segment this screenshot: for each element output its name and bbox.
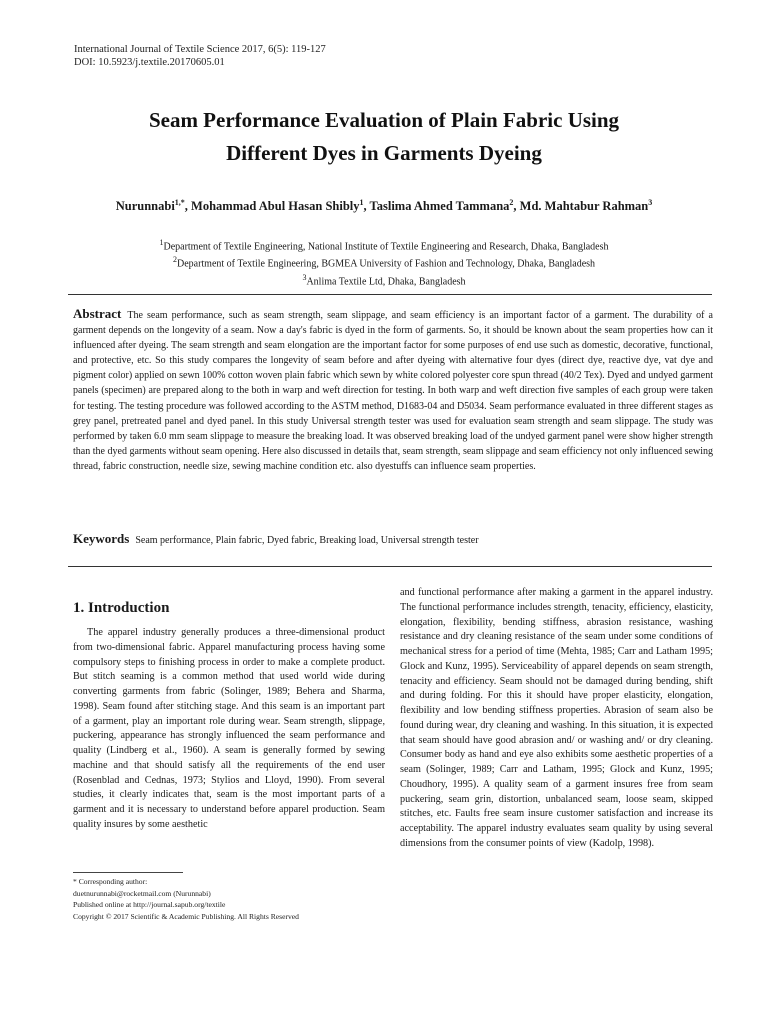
author-list: Nurunnabi$^{1,*}$, Mohammad Abul Hasan Shibly$^1$, Taslima Ahmed Tammana$^2$, Md. Mahtabur Rahman$^3$ [115, 198, 653, 214]
affiliation-text: Department of Textile Engineering, National Institute of Textile Engineering and Research, Dhaka, Bangladesh [163, 241, 609, 253]
affiliation-number: 3 [302, 272, 307, 282]
journal-header [74, 43, 326, 69]
doi-link[interactable]: DOI: 10.5923/j.textile.20170605.01 [74, 57, 225, 68]
keywords-label: Keywords [73, 531, 130, 546]
corresponding-author-note: * Corresponding author: [73, 877, 148, 886]
journal-citation: International Journal of Textile Science 2017, 6(5): 119-127 [74, 44, 326, 55]
affiliation-item [60, 236, 708, 253]
left-column [73, 598, 385, 833]
title-line-1: Seam Performance Evaluation of Plain Fabric Using [148, 108, 620, 132]
section-heading: 1. Introduction [73, 600, 170, 616]
author-name: Nurunnabi [115, 199, 175, 214]
abstract-text: The seam performance, such as seam strength, seam slippage, and seam efficiency is an important factor of a garment. The durability of a garment depends on the longevity of a seam. Now a day's fabric is dyed in the form of garments. So, it should be known about the seam properties how can it influenced after dyeing. The seam strength and seam elongation are the important factor for some purposes of end use such as domestic, decorative, functional, and protective, etc. So this study compares the longevity of seam before and after dyeing with alternative four dyes (direct dye, reactive dye, vat dye and pigment color) applied on sewn 100% cotton woven plain fabric which sewn by white colored polyester core spun thread (40/2 Tex). Dyed and undyed garment panels (specimen) are prepared along to the both in warp and weft direction for testing. In both warp and weft direction five samples of each group were taken for testing. The testing procedure was followed according to the ASTM method, D1683-04 and D5034. Seam performance evaluated in three different stages as grey panel, pretreated panel and dyed panel. In this study Universal strength tester was used for evaluation seam strength and seam slippage. The study was performed by taken 6.0 mm seam slippage to measure the breaking load. It was observed breaking load of the undyed garment panel were show higher strength than the dyed garments without seam opening. Here also discussed in details that, seam strength, seam slippage and seam efficiency not only influenced sewing thread, fabric construction, needle size, sewing machine condition etc. also dyestuffs can influence seam properties. [73, 310, 713, 472]
abstract-block [73, 306, 713, 474]
abstract-bottom-rule [68, 566, 712, 567]
author-name: Md. Mahtabur Rahman [519, 199, 649, 214]
affiliation-item [60, 253, 708, 270]
right-column [400, 586, 713, 852]
affiliation-number: 2 [172, 255, 177, 265]
affiliation-text: Anlima Textile Ltd, Dhaka, Bangladesh [306, 275, 466, 287]
corresponding-email[interactable]: duetnurunnabi@rocketmail.com (Nurunnabi) [73, 888, 211, 898]
author-name: Mohammad Abul Hasan Shibly [191, 199, 360, 214]
published-online-note[interactable]: Published online at http://journal.sapub.org/textile [73, 900, 226, 909]
author-affiliation-marker: 2 [509, 198, 514, 207]
intro-paragraph-right: and functional performance after making a garment in the apparel industry. The functional performance includes strength, tenacity, efficiency, elasticity, elongation, flexibility, bending stiffness, abrasion resistance, washing resistance and dry cleaning resistance of the seam under some conditions of mechanical stress for a period of time (Mehta, 1985; Carr and Latham 1995; Glock and Kunz, 1995). Serviceability of apparel depends on seam strength, tenacity and efficiency. Seam should not be damaged during bending, shift and during folding. For this it should have proper elasticity, elongation, flexibility and low bending stiffness properties. Abrasion of seam also be found during wear, dry cleaning and washing. In this situation, it is expected that seam should have good abrasion and/ or washing and/ or dry cleaning. Consumer body as hand and eye also exhibits some aesthetic properties of a seam (Solinger, 1989; Carr and Latham, 1995; Glock and Kunz, 1995; Choudhory, 1995). A quality seam of a garment insures free from seam puckering, seam grin, distortion, unbalanced seam, loose seam, skipped stitches, etc. Faults free seam insure customer satisfaction and increase its acceptability. The apparel industry evaluates seam quality by using several dimensions from the consumer points of view (Kadolp, 1998). [400, 587, 713, 849]
abstract-label: Abstract [73, 306, 122, 321]
affiliation-number: 1 [159, 238, 164, 247]
abstract-top-rule [68, 294, 712, 295]
title-line-2: Different Dyes in Garments Dyeing [226, 141, 542, 165]
affiliation-list [60, 236, 708, 288]
author-affiliation-marker: 3 [648, 198, 653, 207]
affiliation-text: Department of Textile Engineering, BGMEA University of Fashion and Technology, Dhaka, Bangladesh [176, 258, 596, 270]
intro-paragraph-left: The apparel industry generally produces a three-dimensional product from two-dimensional fabric. Apparel manufacturing process having some compulsory steps to finishing process in order to make a complete product. But stitch seaming is a common method that used world wide during converting garments from fabric (Solinger, 1989; Behera and Sharma, 1998). Seam found after stitching stage. And this seam is an important part of a garment, play an important role during wear. Seam strength, slippage, puckering, appearance has strongly influenced the seam performance and quality (Lindberg et al., 1960). A seam is generally formed by sewing machine and that should satisfy all the requirements of the end user (Rosenblad and Cednas, 1973; Stylios and Lloyd, 1990). From several studies, it clearly indicates that, seam is the most important parts of a garment and it is necessary to understand before apparel production. Seam quality insures by some aesthetic [73, 627, 385, 830]
footnotes [73, 876, 299, 922]
author-affiliation-marker: 1 [359, 198, 364, 207]
keywords-text: Seam performance, Plain fabric, Dyed fabric, Breaking load, Universal strength tester [135, 535, 479, 546]
copyright-note: Copyright © 2017 Scientific & Academic Publishing. All Rights Reserved [73, 911, 299, 921]
paper-title [60, 104, 708, 170]
footnote-rule [73, 872, 183, 873]
keywords-block [73, 531, 713, 547]
affiliation-item [60, 271, 708, 288]
author-affiliation-marker: 1,* [174, 198, 185, 207]
author-name: Taslima Ahmed Tammana [369, 199, 510, 214]
